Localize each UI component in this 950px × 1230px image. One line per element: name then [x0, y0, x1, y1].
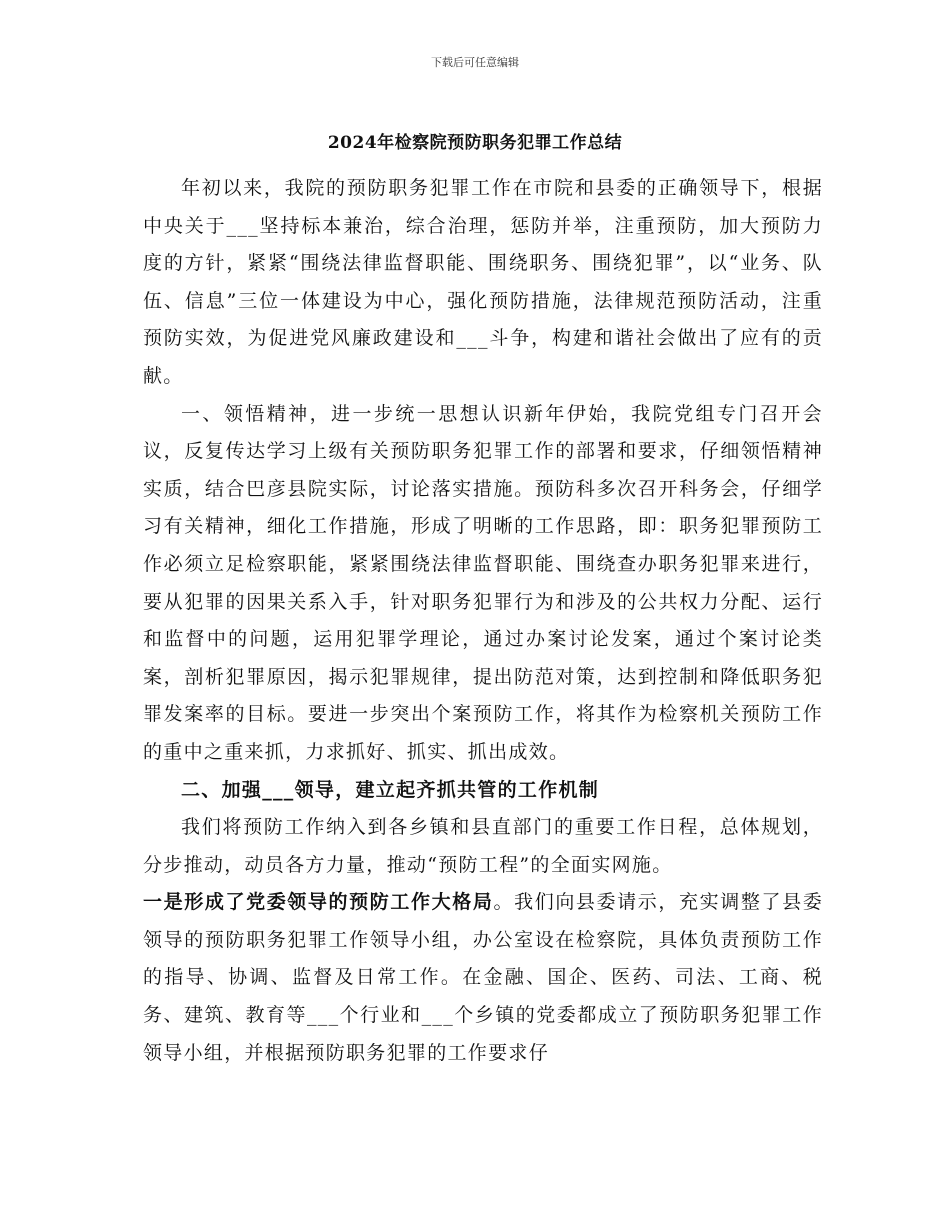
point-1-lead: 一是形成了党委领导的预防工作大格局 — [143, 891, 494, 914]
paragraph-section-2-point-1 — [143, 884, 823, 1072]
point-1-text: 。我们向县委请示，充实调整了县委领导的预防职务犯罪工作领导小组，办公室设在检察院，具体负责预防工作的指导、协调、监督及日常工作。在金融、国企、医药、司法、工商、税务、建筑、教育等___个行业和___个乡镇的党委都成立了预防职务犯罪工作领导小组，并根据预防职务犯罪的工作要求仔 — [143, 891, 823, 1064]
paragraph-section-1: 一、领悟精神，进一步统一思想认识新年伊始，我院党组专门召开会议，反复传达学习上级有关预防职务犯罪工作的部署和要求，仔细领悟精神实质，结合巴彦县院实际，讨论落实措施。预防科多次召开科务会，仔细学习有关精神，细化工作措施，形成了明晰的工作思路，即：职务犯罪预防工作必须立足检察职能，紧紧围绕法律监督职能、围绕查办职务犯罪来进行，要从犯罪的因果关系入手，针对职务犯罪行为和涉及的公共权力分配、运行和监督中的问题，运用犯罪学理论，通过办案讨论发案，通过个案讨论类案，剖析犯罪原因，揭示犯罪规律，提出防范对策，达到控制和降低职务犯罪发案率的目标。要进一步突出个案预防工作，将其作为检察机关预防工作的重中之重来抓，力求抓好、抓实、抓出成效。 — [143, 402, 823, 763]
paragraph-section-2-intro: 我们将预防工作纳入到各乡镇和县直部门的重要工作日程，总体规划，分步推动，动员各方力量，推动“预防工程”的全面实网施。 — [143, 816, 823, 876]
page-header-note: 下载后可任意编辑 — [431, 56, 519, 69]
document-title: 2024年检察院预防职务犯罪工作总结 — [327, 133, 623, 153]
section-heading-2: 二、加强___领导，建立起齐抓共管的工作机制 — [181, 778, 600, 801]
paragraph-intro: 年初以来，我院的预防职务犯罪工作在市院和县委的正确领导下，根据中央关于___坚持标本兼治，综合治理，惩防并举，注重预防，加大预防力度的方针，紧紧“围绕法律监督职能、围绕职务、围绕犯罪”，以“业务、队伍、信息”三位一体建设为中心，强化预防措施，法律规范预防活动，注重预防实效，为促进党风廉政建设和___斗争，构建和谐社会做出了应有的贡献。 — [143, 177, 823, 387]
document-body — [143, 170, 823, 1072]
